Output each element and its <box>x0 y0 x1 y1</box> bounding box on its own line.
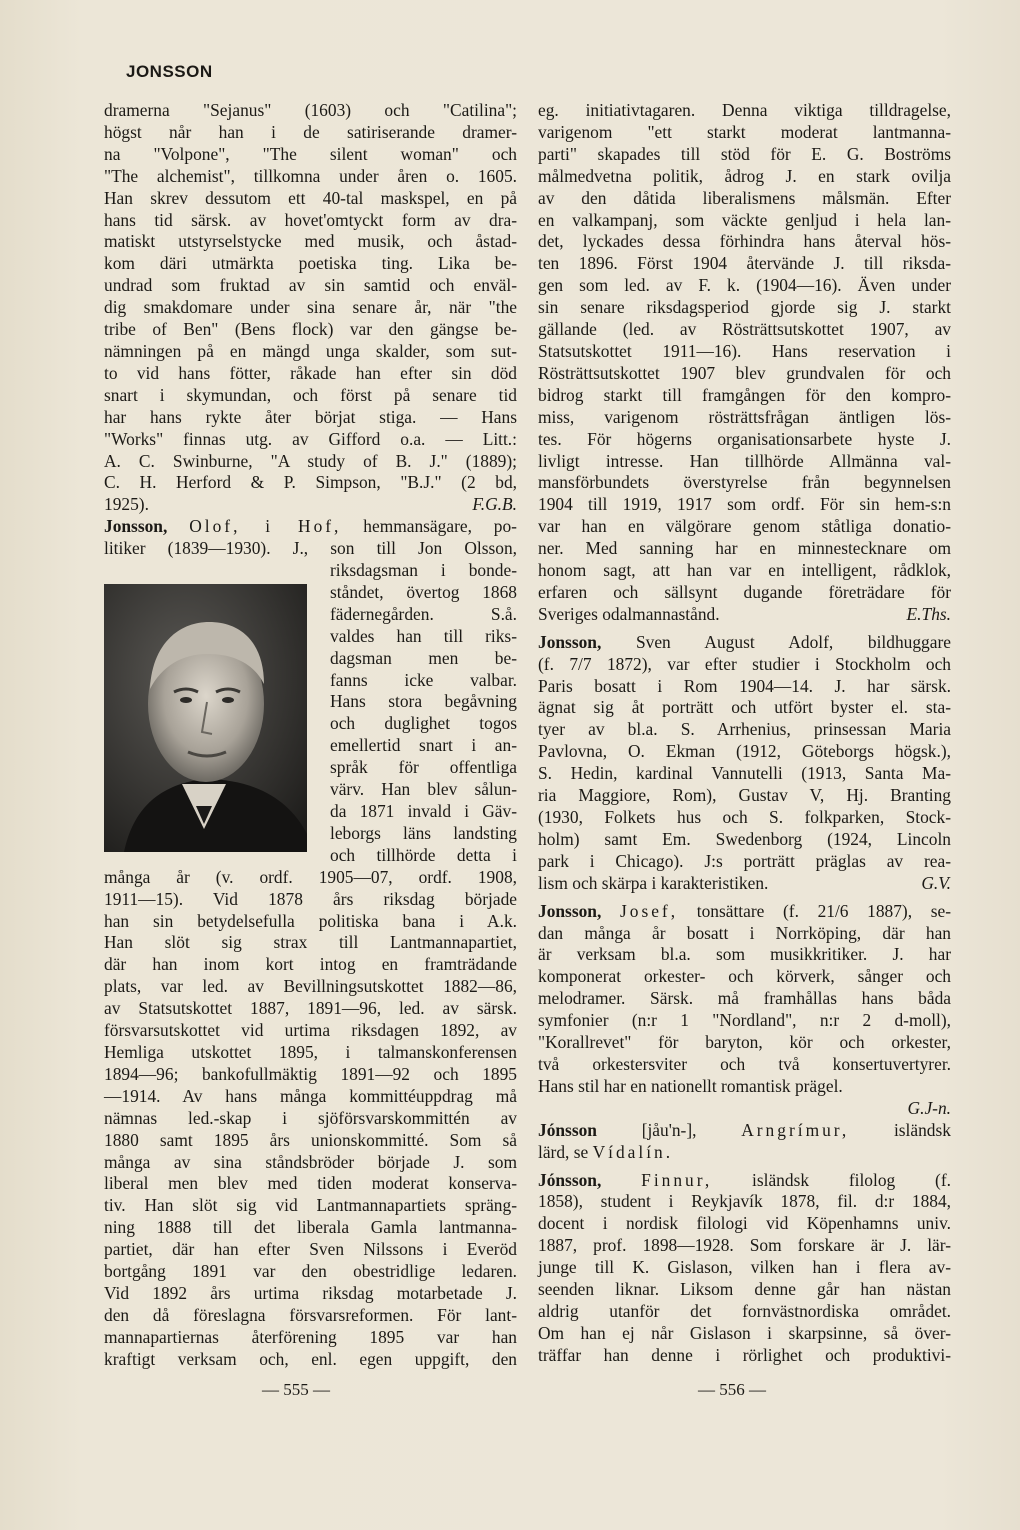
text-line: honom sagt, att han var en intelligent, rådklok, <box>538 560 951 581</box>
text-line: den då föreslagna försvarsreformen. För lant- <box>104 1304 517 1325</box>
text-line: hans tid särsk. av hovet'omtyckt form av dra- <box>104 209 517 230</box>
text-line: tiv. Han slöt sig vid Lantmannapartiets spräng- <box>104 1195 517 1216</box>
text-line: 1911—15). Vid 1878 års riksdag började <box>104 888 517 909</box>
text-line: S. Hedin, kardinal Vannutelli (1913, Santa Ma- <box>538 763 951 784</box>
entry-arngrimur-jonsson <box>538 1120 951 1164</box>
text-line: en valkampanj, som väckte genljud i hela lan- <box>538 209 951 230</box>
text-line: han sin betydelsefulla politiska bana i A.k. <box>104 910 517 931</box>
text-line: Han slöt sig strax till Lantmannapartiet, <box>104 932 517 953</box>
text-line: nämningen på en mängd unga skalder, som sut- <box>104 340 517 361</box>
text-line: riksdagsman i bonde- <box>330 560 517 581</box>
text-line: nämnas led.-skap i sjöförsvarskommittén av <box>104 1107 517 1128</box>
text-line: da 1871 invald i Gäv- <box>330 801 517 821</box>
text-line: livligt intresse. Han tillhörde Allmänna val- <box>538 450 951 471</box>
text-line: språk för offentliga <box>330 757 517 778</box>
text-line: målmedvetna politik, ådrog J. en stark ovilja <box>538 165 951 186</box>
text-line: 1904 till 1919, 1917 som ordf. För sin hem-s:n <box>538 494 951 515</box>
text-line: mannapartiernas återförening 1895 var han <box>104 1326 517 1347</box>
entry-headword: Jónsson, <box>538 1169 602 1190</box>
text-line: Vid 1892 års urtima riksdag motarbetade J. <box>104 1282 517 1303</box>
text-line: 1858), student i Reykjavík 1878, fil. d:r 1884, <box>538 1191 951 1212</box>
text-line: försvarsutskottet vid urtima riksdagen 1892, av <box>104 1020 517 1041</box>
page-number-right: — 556 — <box>698 1380 766 1399</box>
entry-text: bildhuggare <box>867 631 951 652</box>
portrait-illustration <box>104 584 307 852</box>
entry-olof-jonsson-continued <box>538 100 951 626</box>
text-line: många av sina ståndsbröder började J. som <box>104 1151 517 1172</box>
entry-first-line <box>538 1120 951 1142</box>
text-line: värv. Han blev sålun- <box>330 779 517 800</box>
entry-text: isländsk <box>893 1119 951 1140</box>
text-line: "Works" finnas utg. av Gifford o.a. — Litt.: <box>104 428 517 449</box>
entry-text: isländsk filolog (f. <box>752 1169 951 1190</box>
text-line: kraftigt verksam och, enl. egen uppgift, den <box>104 1348 517 1369</box>
text-line-end: Sveriges odalmannastånd. <box>538 603 720 624</box>
text-line: Hans stil har en nationellt romantisk prägel. <box>538 1075 843 1096</box>
text-line: ten 1896. Först 1904 återvände J. till riksda- <box>538 253 951 274</box>
text-line: det, lyckades dessa förhindra hans återval hös- <box>538 231 951 252</box>
text-line: symfonier (n:r 1 "Nordland", n:r 2 d-moll), <box>538 1010 951 1031</box>
text-line: Han skrev dessutom ett 40-tal maskspel, en på <box>104 187 517 208</box>
text-line: sin senare riksdagsperiod gjorde sig J. starkt <box>538 297 951 318</box>
text-line <box>538 1142 951 1164</box>
text-line: 1880 samt 1895 års unionskommitté. Som så <box>104 1129 517 1150</box>
text-line: dagsman men be- <box>330 647 517 668</box>
text-line: två orkestersviter och två konsertuvertyrer. <box>538 1053 951 1074</box>
text-line: var han en välgörare genom ståtliga donatio- <box>538 516 951 537</box>
text-line: "Korallrevet" för baryton, kör och orkester, <box>538 1032 951 1053</box>
entry-name: Sven August Adolf, <box>635 631 834 652</box>
right-column <box>538 100 951 1367</box>
text-line: 1894—96; bankofullmäktig 1891—92 och 1895 <box>104 1063 517 1084</box>
text-line: leborgs läns landsting <box>330 822 517 843</box>
text-line: seenden liknar. Liksom denne går han nästan <box>538 1279 951 1300</box>
text-line: tyer av bl.a. S. Arrhenius, prinsessan Maria <box>538 719 951 740</box>
entry-text: hemmansägare, po- <box>363 516 517 537</box>
author-signature: E.Ths. <box>906 603 951 624</box>
entry-headword: Jonsson, <box>104 516 168 537</box>
text-line: to vid hans fötter, råkade han efter sin död <box>104 362 517 383</box>
text-line: varigenom "ett starkt moderat lantmanna- <box>538 121 951 142</box>
text-line: ria Maggiore, Rom), Gustav V, Hj. Branting <box>538 785 951 806</box>
author-signature: G.V. <box>921 872 951 893</box>
entry-name: Arngrímur, <box>741 1119 850 1140</box>
text-line: dig smakdomare under sina senare år, när "the <box>104 297 517 318</box>
text-line: ning 1888 till det liberala Gamla lantmanna- <box>104 1217 517 1238</box>
text-line: dramerna "Sejanus" (1603) och "Catilina"; <box>104 100 517 120</box>
entry-headword: Jónsson <box>538 1119 597 1140</box>
running-head: JONSSON <box>126 62 213 81</box>
text-line: snart i skymundan, och först på senare tid <box>104 384 517 405</box>
entry-first-line <box>538 1170 951 1192</box>
text-line-with-signature <box>538 604 951 626</box>
text-line: park i Chicago). J:s porträtt präglas av rea- <box>538 850 951 871</box>
text-line: miss, varigenom rösträttsfrågan äntligen lös- <box>538 406 951 427</box>
text-line: komponerat orkester- och körverk, sånger och <box>538 966 951 987</box>
entry-sven-august-adolf-jonsson <box>538 632 951 895</box>
text-line: tribe of Ben" (Bens flock) var den gängse be- <box>104 319 517 340</box>
text-line: gen som led. av F. k. (1904—16). Även under <box>538 275 951 296</box>
text-line: litiker (1839—1930). J., son till Jon Olsson, <box>104 538 517 559</box>
text-line: och tillhörde detta i <box>330 844 517 865</box>
text-line-end: lism och skärpa i karakteristiken. <box>538 872 769 893</box>
text-line: junge till K. Gislason, vilken han i flera av- <box>538 1257 951 1278</box>
text-line: ståndet, övertog 1868 <box>330 581 517 602</box>
text-line: ner. Med sanning har en minnestecknare om <box>538 538 951 559</box>
entry-text: tonsättare (f. 21/6 1887), se- <box>696 900 951 921</box>
text-line: "The alchemist", tillkomna under åren o. 1605. <box>104 165 517 186</box>
text-line: liberal men blev med tiden moderat konserva- <box>104 1173 517 1194</box>
text-line-with-signature <box>104 494 517 516</box>
text-line: har hans rykte åter börjat stiga. — Hans <box>104 406 517 427</box>
text-line-end: 1925). <box>104 494 149 515</box>
entry-finnur-jonsson <box>538 1170 951 1367</box>
text-line: ägnat sig åt porträtt och utfört byster el. sta- <box>538 697 951 718</box>
text-line: partiet, där han efter Sven Nilssons i Everöd <box>104 1239 517 1260</box>
text-line: bidrog starkt till framgången för den kompro- <box>538 384 951 405</box>
text-line: docent i nordisk filologi vid Köpenhamns univ. <box>538 1213 951 1234</box>
entry-text: lärd, se <box>538 1141 589 1162</box>
entry-name: Olof, i Hof, <box>189 516 342 537</box>
text-line: där han inom kort intog en framträdande <box>104 954 517 975</box>
text-line: Hans stora begåvning <box>330 691 517 712</box>
pronunciation: [jåu'n-], <box>641 1119 697 1140</box>
jonson-continuation <box>104 100 517 516</box>
text-line: 1887, prof. 1898—1928. Som forskare är J. lär- <box>538 1235 951 1256</box>
text-line: och duglighet togos <box>330 713 517 734</box>
text-line: dan många år bosatt i Norrköping, där han <box>538 922 951 943</box>
entry-josef-jonsson <box>538 901 951 1120</box>
text-line: (1930, Folkets hus och S. folkparken, Stock- <box>538 807 951 827</box>
entry-headword: Jonsson, <box>538 631 602 652</box>
text-line: —1914. Av hans många kommittéuppdrag må <box>104 1085 517 1106</box>
text-line: Statsutskottet 1911—16). Hans reservation i <box>538 340 951 361</box>
text-line: na "Volpone", "The silent woman" och <box>104 143 517 164</box>
text-line: Rösträttsutskottet 1907 blev grundvalen för och <box>538 362 951 383</box>
text-line: valdes han till riks- <box>330 625 517 646</box>
text-line: tes. För högerns organisationsarbete hyste J. <box>538 428 951 449</box>
text-line: av den dåtida liberalismens målsmän. Efter <box>538 187 951 208</box>
text-line: mansförbundets överstyrelse från begynnelsen <box>538 472 951 493</box>
text-line: parti" skapades till stöd för E. G. Boströms <box>538 143 951 164</box>
entry-headword: Jonsson, <box>538 900 602 921</box>
portrait-photo <box>104 584 307 852</box>
text-line: högst når han i de satiriserande dramer- <box>104 121 517 142</box>
text-line: är verksam bl.a. som musikkritiker. J. har <box>538 944 951 965</box>
text-line: (f. 7/7 1872), var efter studier i Stockholm och <box>538 653 951 674</box>
text-line: C. H. Herford & P. Simpson, "B.J." (2 bd, <box>104 472 517 493</box>
text-line: erfaren och sällsynt dugande företrädare för <box>538 581 951 602</box>
text-line: fädernegården. S.å. <box>330 603 517 624</box>
text-line: eg. initiativtagaren. Denna viktiga tilldragelse, <box>538 100 951 120</box>
page-number-left: — 555 — <box>262 1380 330 1399</box>
text-line: melodramer. Särsk. må framhållas hans båda <box>538 988 951 1009</box>
text-line: bortgång 1891 var den obestridlige ledaren. <box>104 1261 517 1282</box>
entry-first-line <box>104 516 517 538</box>
text-line: gällande (led. av Rösträttsutskottet 1907, av <box>538 319 951 340</box>
text-line: aldrig utanför det fornvästnordiska området. <box>538 1300 951 1321</box>
text-line: undrad som fruktad av sin samtid och enväl- <box>104 275 517 296</box>
text-line: Hemliga utskottet 1895, i talmanskonferensen <box>104 1041 517 1062</box>
text-line: matiskt utstyrselstycke med musik, och åstad- <box>104 231 517 252</box>
text-line: emellertid snart i an- <box>330 735 517 756</box>
text-line: Pavlovna, O. Ekman (1912, Göteborgs högsk.), <box>538 741 951 762</box>
entry-first-line <box>538 632 951 654</box>
text-line: Om han ej når Gislason i skarpsinne, så över- <box>538 1322 951 1343</box>
text-line: fanns icke valbar. <box>330 669 517 690</box>
text-line: Paris bosatt i Rom 1904—14. J. har särsk. <box>538 675 951 696</box>
text-line: träffar han denne i rörlighet och produktivi- <box>538 1344 951 1365</box>
text-line: holm) samt Em. Swedenborg (1924, Lincoln <box>538 828 951 849</box>
entry-name: Josef, <box>619 900 679 921</box>
text-line: många år (v. ordf. 1905—07, ordf. 1908, <box>104 866 517 887</box>
cross-reference: Vídalín. <box>592 1141 674 1162</box>
text-line: av Statsutskottet 1887, 1891—96, led. av särsk. <box>104 998 517 1019</box>
author-signature: G.J-n. <box>907 1097 951 1118</box>
text-line: plats, var led. av Bevillningsutskottet 1882—86, <box>104 976 517 997</box>
text-line: A. C. Swinburne, "A study of B. J." (1889); <box>104 450 517 471</box>
text-line-with-signature <box>538 873 951 895</box>
entry-first-line <box>538 901 951 923</box>
entry-name: Finnur, <box>641 1169 713 1190</box>
text-line: kom däri utmärkta poetiska ting. Lika be- <box>104 253 517 274</box>
author-signature: F.G.B. <box>472 494 517 515</box>
